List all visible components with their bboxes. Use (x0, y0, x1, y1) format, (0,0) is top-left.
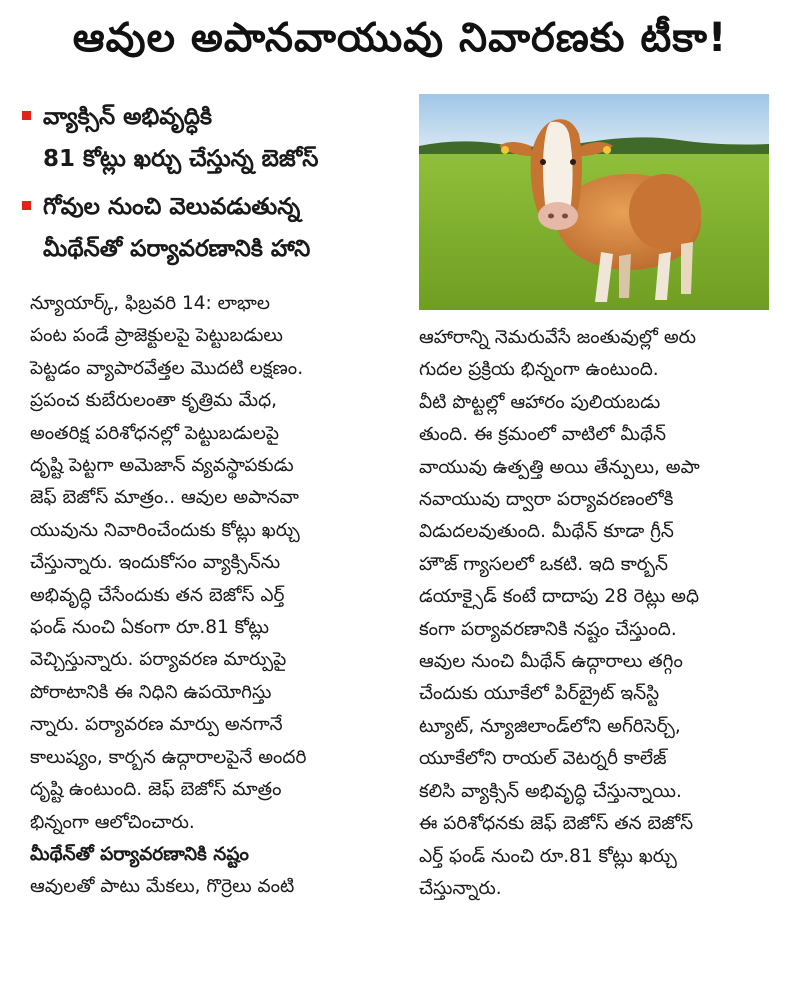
paragraph-line: విడుదలవుతుంది. మీథేన్ కూడా గ్రీన్ (419, 521, 674, 543)
paragraph-line: పోరాటానికి ఈ నిధిని ఉపయోగిస్తు (30, 681, 272, 703)
paragraph-line: నవాయువు ద్వారా పర్యావరణంలోకి (419, 489, 674, 511)
paragraph-line: తుంది. ఈ క్రమంలో వాటిలో మీథేన్ (419, 424, 667, 446)
left-column (30, 288, 410, 904)
paragraph-line: ఎర్త్ ఫండ్ నుంచి రూ.81 కోట్లు ఖర్చు (419, 845, 677, 867)
paragraph-line: ఆవుల నుంచి మీథేన్ ఉద్గారాలు తగ్గిం (419, 651, 683, 673)
paragraph-line: ట్యూట్, న్యూజిలాండ్‌లోని అగ్‌రిసెర్చ్, (419, 715, 681, 737)
paragraph-line: కాలుష్యం, కార్బన ఉద్గారాలపైనే అందరి (30, 746, 307, 768)
paragraph-line: అంతరిక్ష పరిశోధనల్లో పెట్టుబడులపై (30, 422, 279, 444)
paragraph-line: న్యూయార్క్, ఫిబ్రవరి 14: లాభాల (30, 293, 270, 314)
paragraph-line: అభివృద్ధి చేసేందుకు తన బెజోస్ ఎర్త్ (30, 584, 285, 606)
headline: ఆవుల అపానవాయువు నివారణకు టీకా! (72, 15, 728, 61)
subheading: మీథేన్‌తో పర్యావరణానికి నష్టం (30, 843, 249, 865)
paragraph-line: వీటి పొట్టల్లో ఆహారం పులియబడు (419, 391, 661, 413)
paragraph-line: డయాక్సైడ్ కంటే దాదాపు 28 రెట్లు అధి (419, 586, 700, 608)
paragraph-line: పంట పండే ప్రాజెక్టులపై పెట్టుబడులు (30, 325, 283, 347)
paragraph-line: న్నారు. పర్యావరణ మార్పు అనగానే (30, 714, 283, 736)
paragraph-line: చేస్తున్నారు. ఇందుకోసం వ్యాక్సిన్‌ను (30, 552, 281, 574)
paragraph-line: చేస్తున్నారు. (419, 877, 502, 899)
red-square-bullet-icon (22, 111, 31, 120)
paragraph-line: యువును నివారించేందుకు కోట్లు ఖర్చు (30, 519, 300, 541)
paragraph-line: గుదల ప్రక్రియ భిన్నంగా ఉంటుంది. (419, 359, 659, 381)
paragraph-line: హౌజ్ గ్యాసలలో ఒకటి. ఇది కార్బన్ (419, 553, 669, 575)
paragraph-line: దృష్టి ఉంటుంది. జెఫ్ బెజోస్ మాత్రం (30, 779, 282, 801)
paragraph-line: వెచ్చిస్తున్నారు. పర్యావరణ మార్పుపై (30, 649, 287, 671)
paragraph-line: కంగా పర్యావరణానికి నష్టం చేస్తుంది. (419, 618, 677, 640)
paragraph-line: యూకేలోని రాయల్ వెటర్నరీ కాలేజ్ (419, 748, 667, 770)
paragraph-line: భిన్నంగా ఆలోచించారు. (30, 811, 195, 833)
bullet-1 (22, 96, 412, 180)
bullet-2-line-2: మీథేన్‌తో పర్యావరణానికి హాని (43, 236, 311, 262)
paragraph-line: కలిసి వ్యాక్సిన్ అభివృద్ధి చేస్తున్నాయి. (419, 780, 682, 802)
paragraph-line: ప్రపంచ కుబేరులంతా కృత్రిమ మేధ, (30, 390, 278, 412)
paragraph-line: పెట్టడం వ్యాపారవేత్తల మొదటి లక్షణం. (30, 357, 304, 379)
bullet-2 (22, 186, 412, 270)
right-column (419, 322, 779, 905)
paragraph-line: చేందుకు యూకేలో పిర్‌బ్రైట్ ఇన్‌స్టి (419, 683, 660, 705)
bullet-1-line-1: వ్యాక్సిన్ అభివృద్ధికి (43, 104, 213, 130)
paragraph-line: దృష్టి పెట్టగా అమెజాన్ వ్యవస్థాపకుడు (30, 455, 294, 477)
cow-photo (419, 94, 769, 310)
paragraph-line: ఆవులతో పాటు మేకలు, గొర్రెలు వంటి (30, 876, 295, 898)
bullet-1-line-2: 81 కోట్లు ఖర్చు చేస్తున్న బెజోస్ (43, 146, 319, 172)
paragraph-line: ఆహారాన్ని నెమరువేసే జంతువుల్లో అరు (419, 327, 697, 348)
red-square-bullet-icon (22, 201, 31, 210)
paragraph-line: ఫండ్ నుంచి ఏకంగా రూ.81 కోట్లు (30, 617, 270, 639)
bullet-2-line-1: గోవుల నుంచి వెలువడుతున్న (43, 194, 301, 220)
paragraph-line: జెఫ్ బెజోస్ మాత్రం.. ఆవుల అపానవా (30, 487, 299, 509)
paragraph-line: వాయువు ఉత్పత్తి అయి తేన్పులు, అపా (419, 456, 700, 478)
paragraph-line: ఈ పరిశోధనకు జెఫ్ బెజోస్ తన బెజోస్ (419, 813, 694, 835)
